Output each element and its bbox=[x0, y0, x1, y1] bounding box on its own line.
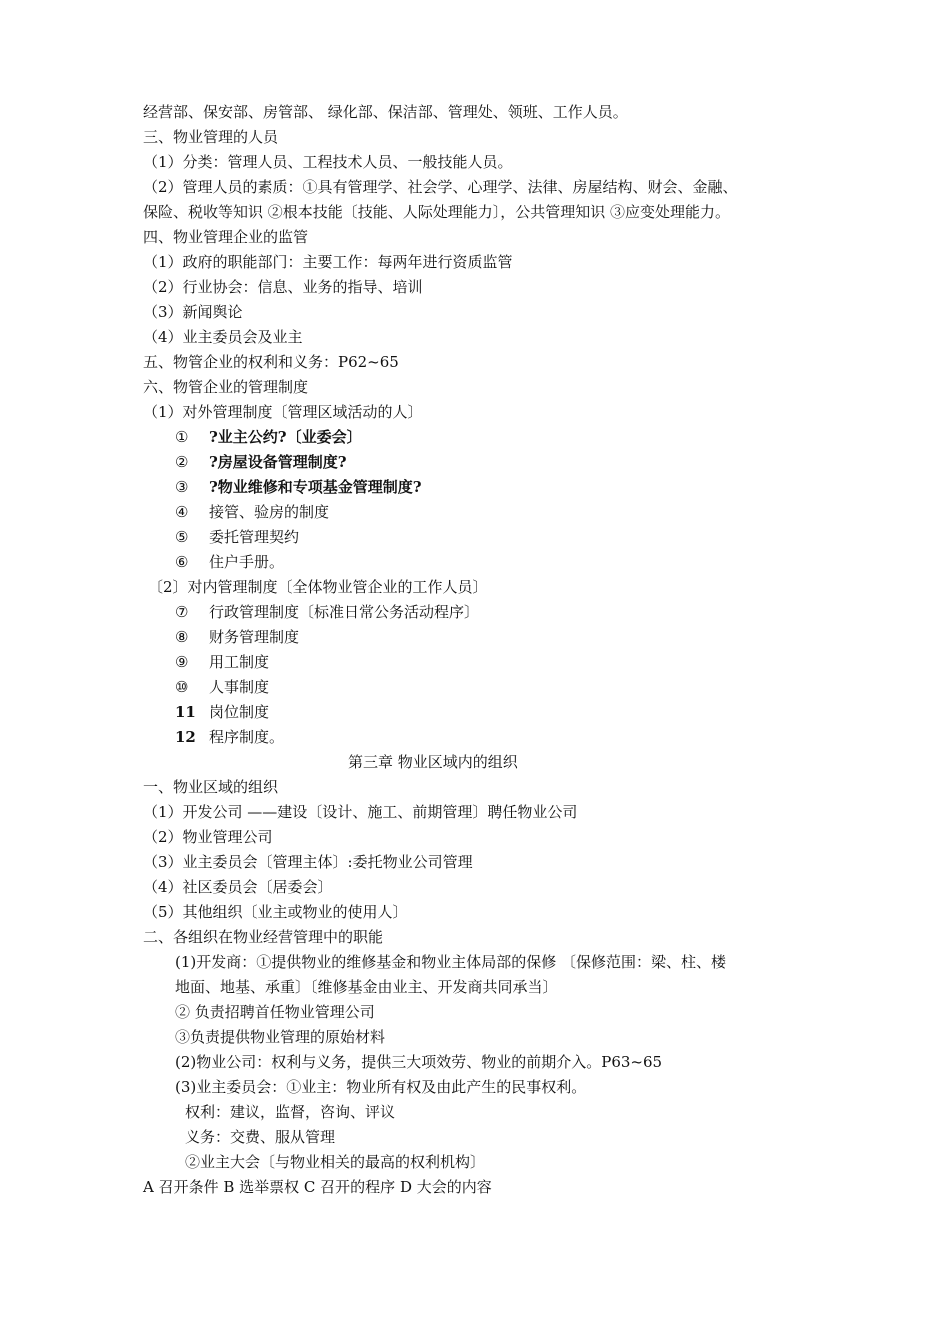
list-marker: ⑦ bbox=[175, 603, 189, 621]
text-line: ②业主大会〔与物业相关的最高的权利机构〕 bbox=[185, 1153, 486, 1171]
list-item bbox=[175, 427, 362, 447]
list-marker: ① bbox=[175, 428, 189, 446]
section-heading: 五、物管企业的权利和义务：P62~65 bbox=[143, 353, 399, 371]
text-line: ③负责提供物业管理的原始材料 bbox=[175, 1028, 386, 1046]
list-marker: ② bbox=[175, 453, 189, 471]
list-marker: 12 bbox=[175, 728, 196, 746]
text-line: （2）管理人员的素质：①具有管理学、社会学、心理学、法律、房屋结构、财会、金融、 bbox=[143, 178, 738, 196]
text-line: （1）开发公司 ——建设〔设计、施工、前期管理〕聘任物业公司 bbox=[143, 803, 578, 821]
text-line: （1）分类：管理人员、工程技术人员、一般技能人员。 bbox=[143, 153, 513, 171]
list-item-text: 接管、验房的制度 bbox=[209, 503, 330, 521]
list-item-text: 委托管理契约 bbox=[209, 528, 300, 546]
list-item-text: ?物业维修和专项基金管理制度? bbox=[209, 478, 422, 496]
list-marker: ③ bbox=[175, 478, 189, 496]
text-line: (3)业主委员会：①业主：物业所有权及由此产生的民事权利。 bbox=[175, 1078, 587, 1096]
list-item-text: 行政管理制度〔标准日常公务活动程序〕 bbox=[209, 603, 480, 621]
section-heading: 一、物业区域的组织 bbox=[143, 778, 279, 796]
list-marker: 11 bbox=[175, 703, 196, 721]
text-line: （3）业主委员会〔管理主体〕:委托物业公司管理 bbox=[143, 853, 473, 871]
list-marker: ⑩ bbox=[175, 678, 189, 696]
list-item bbox=[175, 627, 299, 647]
list-item-text: 财务管理制度 bbox=[209, 628, 300, 646]
list-marker: ⑨ bbox=[175, 653, 189, 671]
list-item bbox=[175, 552, 284, 572]
list-item bbox=[175, 727, 284, 747]
list-marker: ⑥ bbox=[175, 553, 189, 571]
text-line: ② 负责招聘首任物业管理公司 bbox=[175, 1003, 375, 1021]
list-item-text: 程序制度。 bbox=[209, 728, 285, 746]
text-line: A 召开条件 B 选举票权 C 召开的程序 D 大会的内容 bbox=[143, 1178, 492, 1196]
list-item-text: 岗位制度 bbox=[209, 703, 270, 721]
section-heading: 六、物管企业的管理制度 bbox=[143, 378, 309, 396]
list-marker: ⑧ bbox=[175, 628, 189, 646]
text-line: （2）行业协会：信息、业务的指导、培训 bbox=[143, 278, 423, 296]
list-marker: ⑤ bbox=[175, 528, 189, 546]
list-marker: ④ bbox=[175, 503, 189, 521]
text-line: (1)开发商：①提供物业的维修基金和物业主体局部的保修 〔保修范围：梁、柱、楼 bbox=[175, 953, 727, 971]
list-item bbox=[175, 602, 479, 622]
list-item-text: ?房屋设备管理制度? bbox=[209, 453, 347, 471]
text-line: （2）物业管理公司 bbox=[143, 828, 273, 846]
text-line: 〔2〕对内管理制度〔全体物业管企业的工作人员〕 bbox=[148, 578, 488, 596]
list-item-text: 人事制度 bbox=[209, 678, 270, 696]
list-item bbox=[175, 527, 299, 547]
section-heading: 四、物业管理企业的监管 bbox=[143, 228, 309, 246]
list-item bbox=[175, 677, 269, 697]
section-heading: 二、各组织在物业经营管理中的职能 bbox=[143, 928, 384, 946]
text-line: 义务：交费、服从管理 bbox=[185, 1128, 336, 1146]
list-item bbox=[175, 652, 269, 672]
text-line: 权利：建议，监督，咨询、评议 bbox=[185, 1103, 396, 1121]
text-line: 经营部、保安部、房管部、 绿化部、保洁部、管理处、领班、工作人员。 bbox=[143, 103, 628, 121]
text-line: (2)物业公司：权利与义务，提供三大项效劳、物业的前期介入。P63~65 bbox=[175, 1053, 663, 1071]
list-item bbox=[175, 502, 329, 522]
text-line: 地面、地基、承重〕〔维修基金由业主、开发商共同承当〕 bbox=[175, 978, 558, 996]
text-line: （1）政府的职能部门：主要工作：每两年进行资质监管 bbox=[143, 253, 513, 271]
text-line: （3）新闻舆论 bbox=[143, 303, 243, 321]
list-item-text: 用工制度 bbox=[209, 653, 270, 671]
text-line: （4）社区委员会〔居委会〕 bbox=[143, 878, 333, 896]
list-item bbox=[175, 477, 422, 497]
text-line: （1）对外管理制度〔管理区域活动的人〕 bbox=[143, 403, 423, 421]
list-item-text: 住户手册。 bbox=[209, 553, 285, 571]
list-item bbox=[175, 702, 269, 722]
text-line: （5）其他组织〔业主或物业的使用人〕 bbox=[143, 903, 408, 921]
text-line: （4）业主委员会及业主 bbox=[143, 328, 303, 346]
section-heading: 三、物业管理的人员 bbox=[143, 128, 279, 146]
list-item bbox=[175, 452, 347, 472]
chapter-title: 第三章 物业区域内的组织 bbox=[348, 753, 518, 771]
list-item-text: ?业主公约?〔业委会〕 bbox=[209, 428, 362, 446]
text-line: 保险、税收等知识 ②根本技能〔技能、人际处理能力〕，公共管理知识 ③应变处理能力。 bbox=[143, 203, 731, 221]
